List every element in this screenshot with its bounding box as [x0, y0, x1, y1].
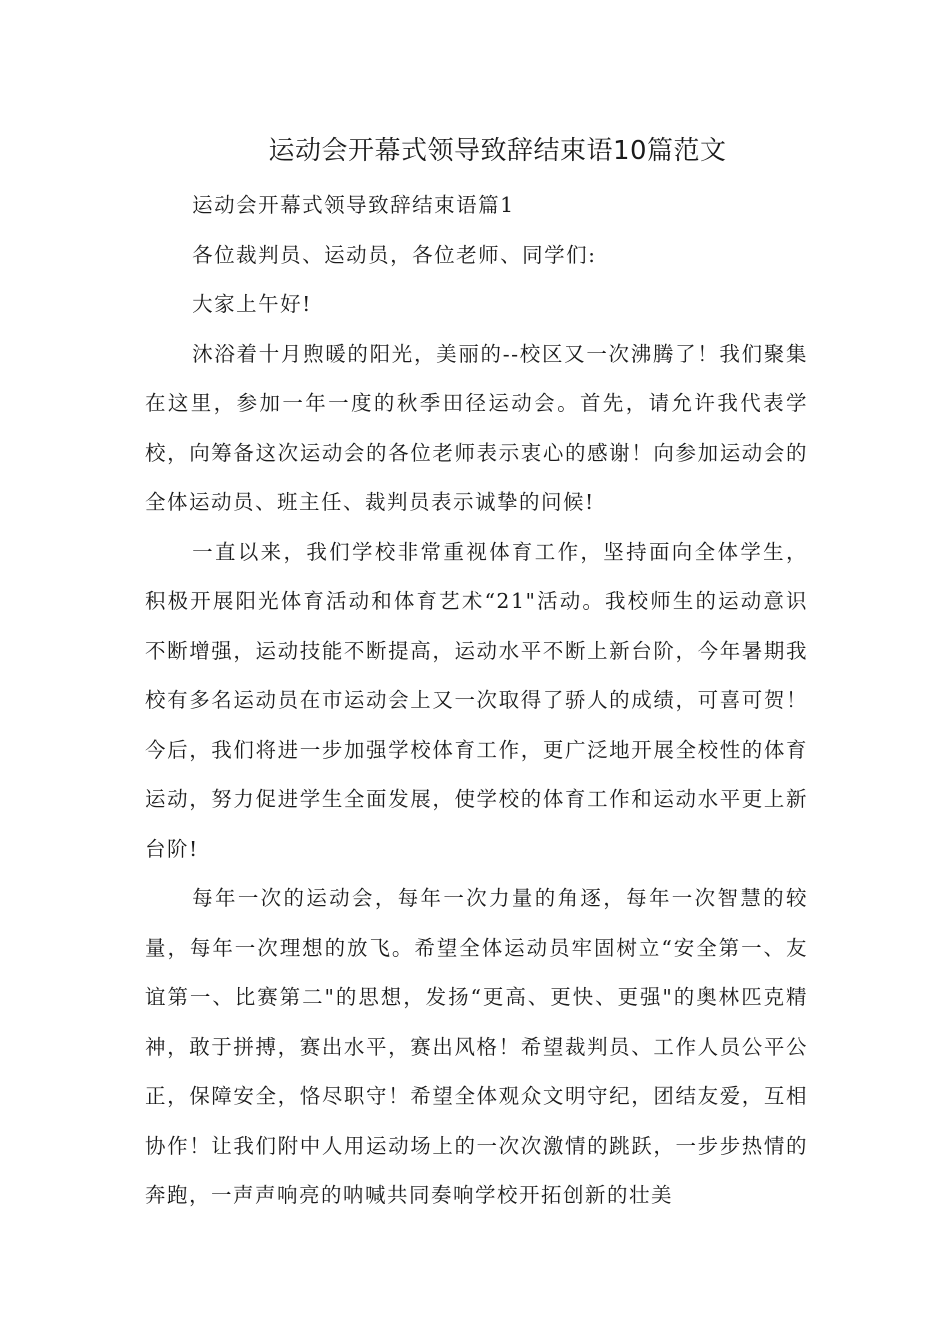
paragraph: 每年一次的运动会，每年一次力量的角逐，每年一次智慧的较量，每年一次理想的放飞。希望全体运动员牢固树立“安全第一、友谊第一、比赛第二"的思想，发扬“更高、更快、更强"的奥林匹克精神，敢于拼搏，赛出水平，赛出风格！希望裁判员、工作人员公平公正，保障安全，恪尽职守！希望全体观众文明守纪，团结友爱，互相协作！让我们附中人用运动场上的一次次激情的跳跃，一步步热情的奔跑，一声声响亮的呐喊共同奏响学校开拓创新的壮美 [145, 886, 808, 1207]
document-body [145, 181, 808, 1221]
greeting: 大家上午好! [192, 292, 312, 316]
salutation: 各位裁判员、运动员，各位老师、同学们: [192, 242, 597, 267]
paragraph: 沐浴着十月煦暖的阳光，美丽的--校区又一次沸腾了！我们聚集在这里，参加一年一度的秋季田径运动会。首先，请允许我代表学校，向筹备这次运动会的各位老师表示衷心的感谢！向参加运动会的全体运动员、班主任、裁判员表示诚挚的问候! [145, 341, 808, 514]
paragraph: 一直以来，我们学校非常重视体育工作，坚持面向全体学生，积极开展阳光体育活动和体育艺术“21"活动。我校师生的运动意识不断增强，运动技能不断提高，运动水平不断上新台阶，今年暑期我校有多名运动员在市运动会上又一次取得了骄人的成绩，可喜可贺！今后，我们将进一步加强学校体育工作，更广泛地开展全校性的体育运动，努力促进学生全面发展，使学校的体育工作和运动水平更上新台阶! [145, 539, 808, 861]
document-title: 运动会开幕式领导致辞结束语10篇范文 [268, 136, 727, 166]
section-heading: 运动会开幕式领导致辞结束语篇1 [192, 193, 515, 217]
